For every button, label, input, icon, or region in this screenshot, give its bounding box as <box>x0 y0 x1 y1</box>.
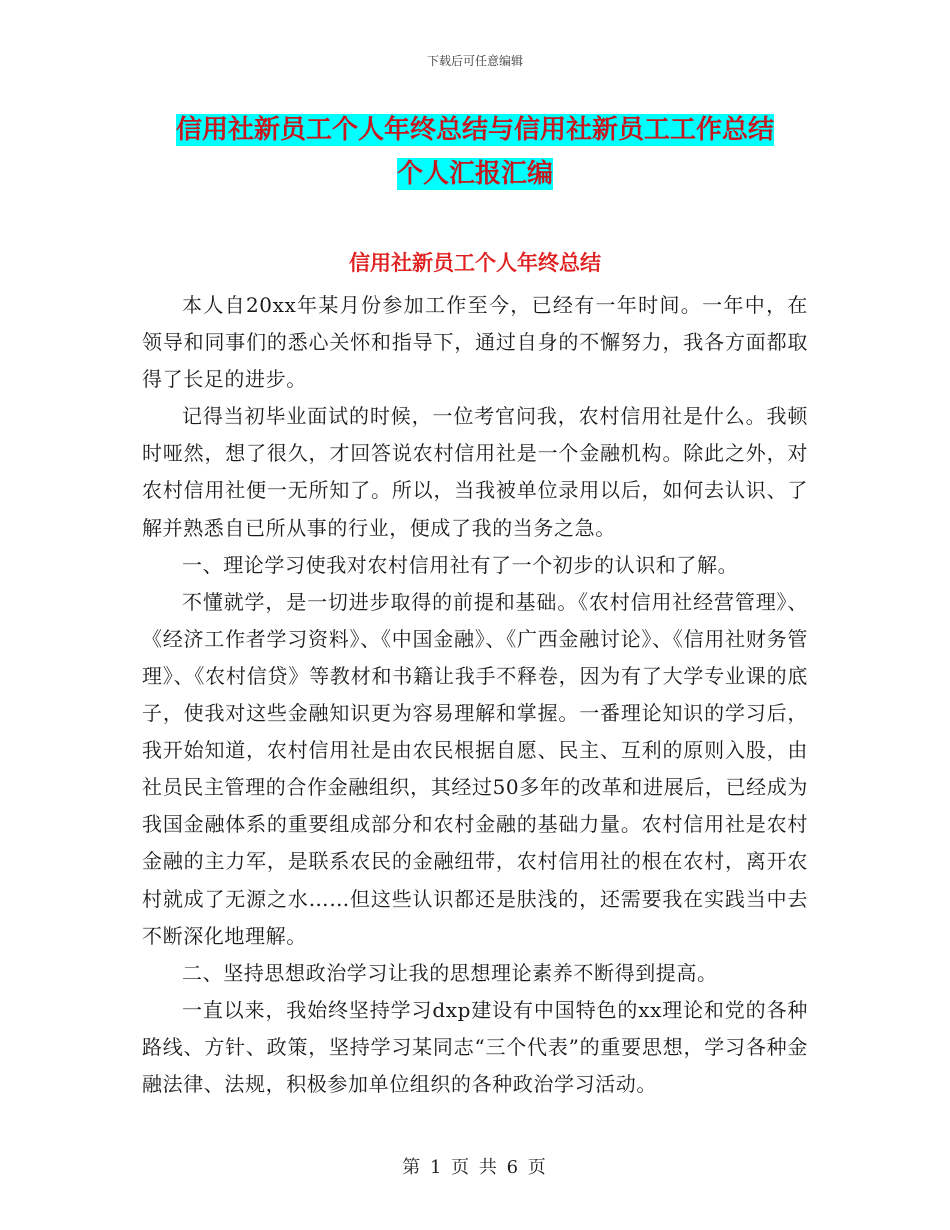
paragraph-political-study: 一直以来，我始终坚持学习dxp建设有中国特色的xx理论和党的各种路线、方针、政策，坚持学习某同志“三个代表”的重要思想，学习各种金融法律、法规，积极参加单位组织的各种政治学习活动。 <box>142 997 808 1096</box>
section-title: 信用社新员工个人年终总结 <box>349 250 601 275</box>
document-body <box>142 287 808 1103</box>
paragraph-theory-study: 不懂就学，是一切进步取得的前提和基础。《农村信用社经营管理》、《经济工作者学习资料》、《中国金融》、《广西金融讨论》、《信用社财务管理》、《农村信贷》等教材和书籍让我手不释卷，因为有了大学专业课的底子，使我对这些金融知识更为容易理解和掌握。一番理论知识的学习后，我开始知道，农村信用社是由农民根据自愿、民主、互利的原则入股，由社员民主管理的合作金融组织，其经过50多年的改革和进展后，已经成为我国金融体系的重要组成部分和农村金融的基础力量。农村信用社是农村金融的主力军，是联系农民的金融纽带，农村信用社的根在农村，离开农村就成了无源之水……但这些认识都还是肤浅的，还需要我在实践当中去不断深化地理解。 <box>142 589 808 948</box>
paragraph-heading-2: 二、坚持思想政治学习让我的思想理论素养不断得到提高。 <box>182 960 718 985</box>
paragraph-interview: 记得当初毕业面试的时候，一位考官问我，农村信用社是什么。我顿时哑然，想了很久，才回答说农村信用社是一个金融机构。除此之外，对农村信用社便一无所知了。所以，当我被单位录用以后，如何去认识、了解并熟悉自已所从事的行业，便成了我的当务之急。 <box>142 404 808 540</box>
paragraph-intro: 本人自20xx年某月份参加工作至今，已经有一年时间。一年中，在领导和同事们的悉心关怀和指导下，通过自身的不懈努力，我各方面都取得了长足的进步。 <box>142 293 808 392</box>
page-number: 第 1 页 共 6 页 <box>402 1157 548 1178</box>
document-title-line-2: 个人汇报汇编 <box>396 159 553 189</box>
document-title <box>0 108 950 196</box>
document-title-line-1: 信用社新员工个人年终总结与信用社新员工工作总结 <box>175 115 774 145</box>
paragraph-heading-1: 一、理论学习使我对农村信用社有了一个初步的认识和了解。 <box>182 552 739 577</box>
page-header-note: 下载后可任意编辑 <box>426 54 523 68</box>
